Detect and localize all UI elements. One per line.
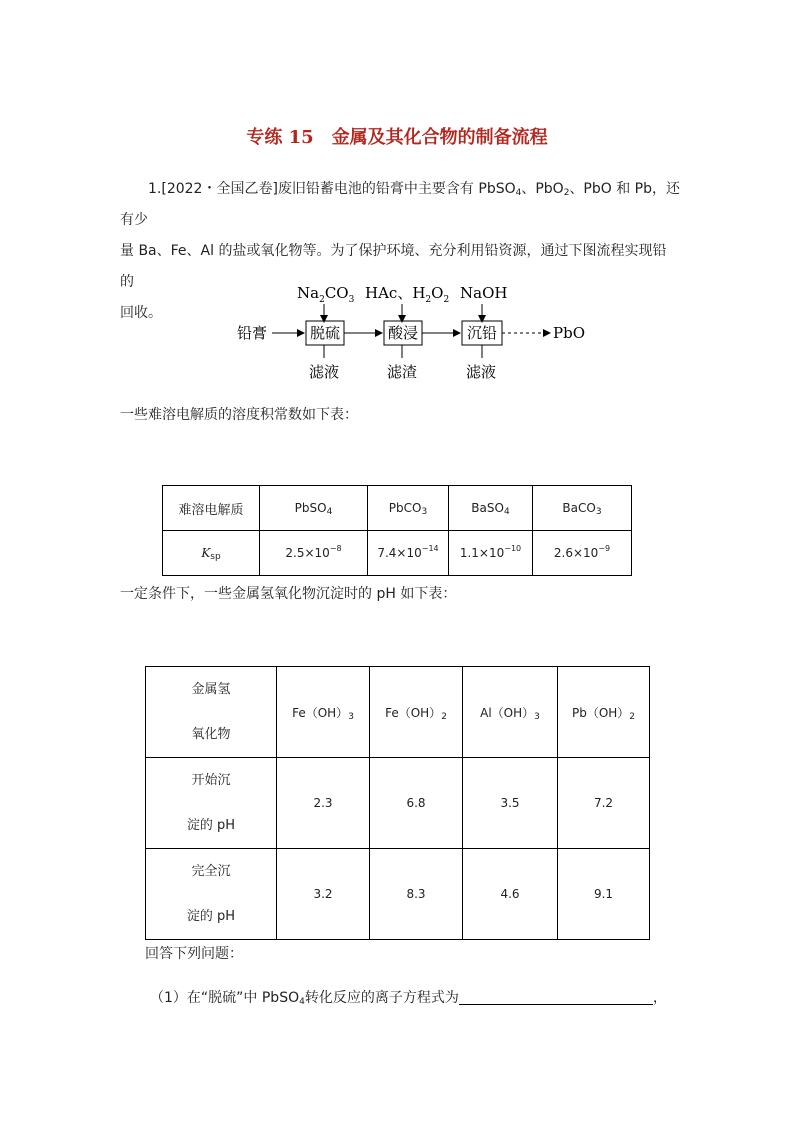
question-1-line-1 — [120, 174, 680, 236]
ph-col-header: $Fe(OH)_3$ — [277, 667, 370, 758]
ksp-col-header: BaCO$_3$ — [533, 486, 632, 531]
step-2-label: 酸浸 — [388, 324, 419, 342]
ksp-col-header: PbCO$_3$ — [368, 486, 449, 531]
ksp-table — [162, 485, 632, 576]
ph-value: 8.3 — [370, 849, 463, 940]
ph-value: 6.8 — [370, 758, 463, 849]
ph-row-label: 完全沉 淀的 pH — [146, 849, 277, 940]
ksp-value: $1.1\times 10^{-10}$ — [449, 531, 533, 576]
ph-row — [146, 758, 650, 849]
ph-intro: 一定条件下，一些金属氢氧化物沉淀时的 pH 如下表： — [120, 586, 457, 602]
ksp-value: $2.5\times 10^{-8}$ — [260, 531, 368, 576]
q1-line1-part: 废旧铅蓄电池的铅膏中主要含有 PbSO — [277, 181, 516, 197]
ph-value: 9.1 — [558, 849, 650, 940]
ksp-row-label: $K_{sp}$ — [163, 531, 260, 576]
q1-line1-part: 、PbO 和 Pb，还有少 — [120, 181, 681, 228]
sub-question-1-text: （1）在“脱硫”中 PbSO — [150, 990, 300, 1006]
answer-intro: 回答下列问题： — [145, 946, 243, 962]
ksp-intro: 一些难溶电解质的溶度积常数如下表： — [120, 407, 358, 423]
ph-value: 3.2 — [277, 849, 370, 940]
ph-value: 7.2 — [558, 758, 650, 849]
question-number: 1. — [148, 181, 162, 197]
ph-row-label: 开始沉 淀的 pH — [146, 758, 277, 849]
ksp-value-row — [163, 531, 632, 576]
ksp-value: $7.4\times 10^{-14}$ — [368, 531, 449, 576]
ph-head-label: 金属氢 氧化物 — [146, 667, 277, 758]
ksp-col-header: PbSO$_4$ — [260, 486, 368, 531]
ph-value: 3.5 — [463, 758, 558, 849]
question-source: [2022・全国乙卷] — [161, 181, 278, 197]
ksp-value: $2.6\times 10^{-9}$ — [533, 531, 632, 576]
ksp-col-header: BaSO$_4$ — [449, 486, 533, 531]
product-pbo: PbO — [553, 324, 585, 342]
ph-col-header: $Pb(OH)_2$ — [558, 667, 650, 758]
output-1: 滤液 — [309, 363, 340, 381]
ksp-header-row — [163, 486, 632, 531]
ph-row — [146, 849, 650, 940]
q1-subscript: 4 — [515, 188, 522, 198]
ph-value: 2.3 — [277, 758, 370, 849]
ph-col-header: $Fe(OH)_2$ — [370, 667, 463, 758]
output-3: 滤液 — [466, 363, 497, 381]
ph-header-row — [146, 667, 650, 758]
output-2: 滤渣 — [387, 363, 418, 381]
page-title: 专练 15 金属及其化合物的制备流程 — [246, 127, 548, 148]
sub-question-1-text: 转化反应的离子方程式为 — [304, 990, 459, 1006]
step-1-label: 脱硫 — [310, 324, 341, 342]
ph-table — [145, 666, 650, 940]
q1-subscript: 2 — [563, 188, 570, 198]
answer-blank[interactable] — [459, 988, 653, 1005]
reagent-na2co3: $Na_2CO_3$ — [297, 284, 355, 305]
ksp-head-label: 难溶电解质 — [163, 486, 260, 531]
reagent-naoh: NaOH — [460, 284, 508, 302]
ph-value: 4.6 — [463, 849, 558, 940]
sub-question-1-subscript: 4 — [299, 997, 305, 1007]
process-flow-diagram — [230, 278, 600, 388]
q1-line1-part: 、PbO — [521, 181, 564, 197]
sub-question-1-end: ， — [652, 990, 667, 1006]
step-3-label: 沉铅 — [467, 324, 498, 342]
question-1-line-3: 回收。 — [120, 305, 162, 321]
question-1-line-2: 量 Ba、Fe、Al 的盐或氧化物等。为了保护环境、充分利用铅资源，通过下图流程实现铅的 — [120, 243, 667, 290]
sub-question-1 — [150, 987, 667, 1007]
start-material: 铅膏 — [237, 324, 268, 342]
reagent-hac-h2o2: HAc、$H_2O_2$ — [365, 284, 450, 305]
ph-col-header: $Al(OH)_3$ — [463, 667, 558, 758]
